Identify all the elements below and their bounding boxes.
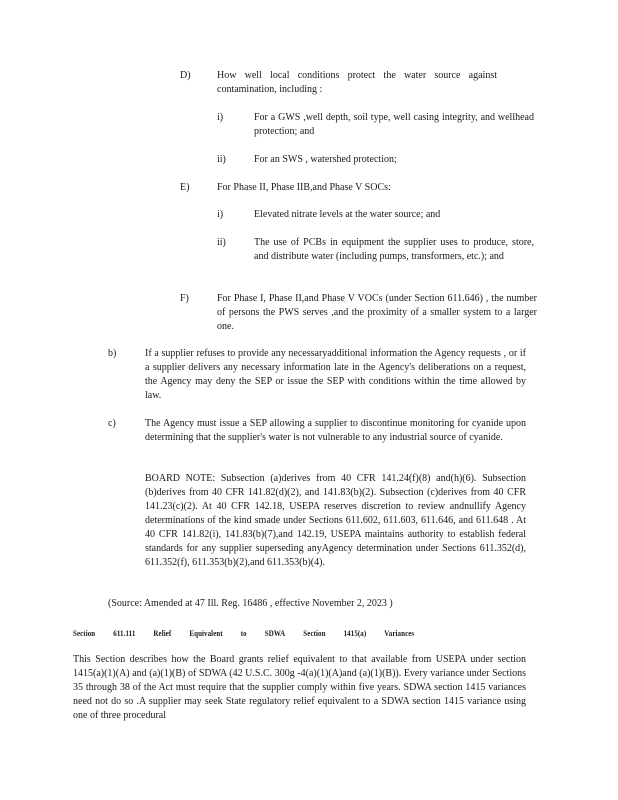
heading-word: 1415(a) bbox=[343, 628, 367, 638]
subitem-text-e-i: Elevated nitrate levels at the water source; and bbox=[254, 209, 441, 220]
item-label-f: F) bbox=[180, 293, 189, 304]
subitem-label-d-i: i) bbox=[217, 112, 224, 123]
item-text-e: For Phase II, Phase IIB,and Phase V SOCs: bbox=[217, 182, 391, 193]
subitem-text-e-ii: The use of PCBs in equipment the supplier uses to produce, store, and distribute water (including pumps, transformers, etc.); and bbox=[254, 237, 534, 262]
heading-word: 611.111 bbox=[113, 628, 136, 638]
item-text-b: If a supplier refuses to provide any necessaryadditional information the Agency requests , or if a supplier delivers any necessary information late in the Agency's deliberations on a request, the Agency may deny the SEP or issue the SEP with conditions within the time allowed by law. bbox=[145, 348, 526, 401]
item-text-f: For Phase I, Phase II,and Phase V VOCs (under Section 611.646) , the number of persons the PWS serves ,and the proximity of a smaller system to a larger one. bbox=[217, 293, 537, 332]
heading-word: Relief bbox=[153, 628, 172, 638]
heading-word: Section bbox=[303, 628, 326, 638]
subitem-label-e-i: i) bbox=[217, 209, 224, 220]
section-heading bbox=[73, 626, 432, 640]
heading-word: Section bbox=[73, 628, 96, 638]
item-label-e: E) bbox=[180, 182, 190, 193]
subitem-text-d-i: For a GWS ,well depth, soil type, well casing integrity, and wellhead protection; and bbox=[254, 112, 534, 137]
item-label-d: D) bbox=[180, 70, 191, 81]
subitem-label-e-ii: ii) bbox=[217, 237, 226, 248]
section-body: This Section describes how the Board grants relief equivalent to that available from USEPA under section 1415(a)(1)(A) and (a)(1)(B) of SDWA (42 U.S.C. 300g -4(a)(1)(A)and (a)(1)(B)). Every variance under Sections 35 through 38 of the Act must require that the supplier comply within five years. SDWA section 1415 variances need not do so .A supplier may seek State regulatory relief equivalent to a SDWA section 1415 variance using one of three procedural bbox=[73, 654, 526, 721]
heading-word: to bbox=[240, 628, 247, 638]
subitem-label-d-ii: ii) bbox=[217, 154, 226, 165]
item-label-c: c) bbox=[108, 418, 116, 429]
item-text-d: How well local conditions protect the water source against contamination, including : bbox=[217, 70, 497, 95]
heading-word: SDWA bbox=[264, 628, 286, 638]
board-note: BOARD NOTE: Subsection (a)derives from 40 CFR 141.24(f)(8) and(h)(6). Subsection (b)derives from 40 CFR 141.82(d)(2), and 141.83(b)(2). Subsection (c)derives from 40 CFR 141.23(c)(2). At 40 CFR 142.18, USEPA reserves discretion to review andnullify Agency determinations of the kind smade under Sections 611.602, 611.603, 611.646, and 611.648 . At 40 CFR 141.82(i), 141.83(b)(7),and 142.19, USEPA maintains authority to establish federal standards for any supplier superseding anyAgency determination under Sections 611.352(d), 611.352(f), 611.353(b)(2),and 611.353(b)(4). bbox=[145, 473, 526, 568]
source-note: (Source: Amended at 47 Ill. Reg. 16486 , effective November 2, 2023 ) bbox=[108, 598, 393, 609]
subitem-text-d-ii: For an SWS , watershed protection; bbox=[254, 154, 397, 165]
item-text-c: The Agency must issue a SEP allowing a supplier to discontinue monitoring for cyanide upon determining that the supplier's water is not vulnerable to any industrial source of cyanide. bbox=[145, 418, 526, 443]
item-label-b: b) bbox=[108, 348, 117, 359]
heading-word: Variances bbox=[384, 628, 415, 638]
heading-word: Equivalent bbox=[189, 628, 223, 638]
